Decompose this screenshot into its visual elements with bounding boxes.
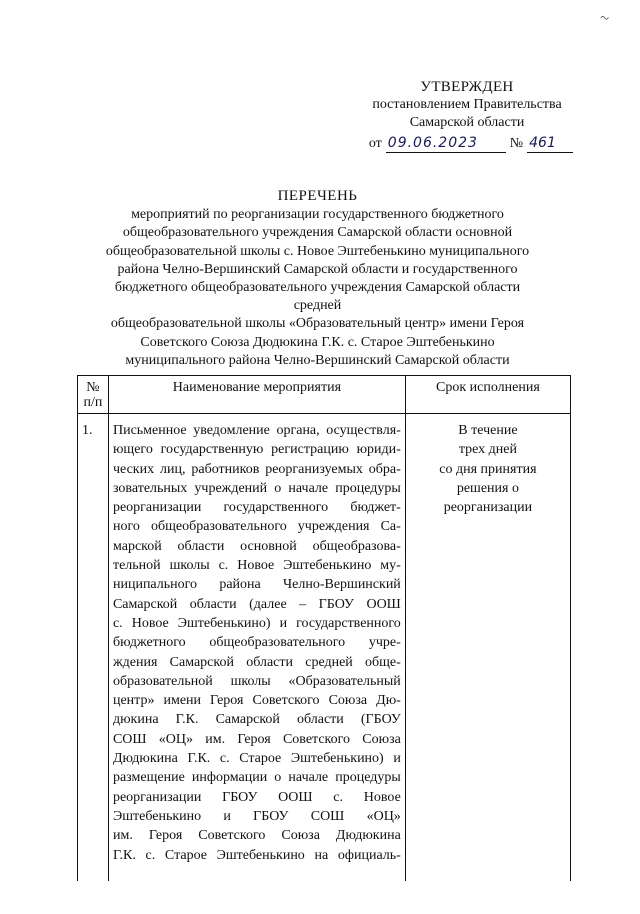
heading-line: муниципального района Челно-Вершинский Самарской области [125,352,510,368]
text-line: реорганизации ГБОУ ООШ с. Новое [112,789,401,805]
term-line: трех дней [458,442,517,458]
text-line: ного общеобразовательного учреждения Са- [112,519,401,535]
approval-line-2: Самарской области [409,115,525,130]
heading-line: общеобразовательной школы «Образовательный центр» имени Героя [110,316,525,332]
header-name: Наименование мероприятия [108,376,405,414]
document-heading [90,187,545,370]
number-label: № [509,136,524,151]
table-row [78,414,571,882]
approval-date-line [352,134,582,153]
text-line: Дюдюкина Г.К. с. Старое Эштебенькино) и [112,751,401,767]
text-line: ниципального района Челно-Вершинский [112,577,401,593]
table-header-row [78,376,571,414]
term-line: В течение [458,423,518,438]
approval-line-1: постановлением Правительства [372,97,562,112]
text-line: дюкина Г.К. Самарской области (ГБОУ [112,712,401,728]
header-number-pp: п/п [83,395,103,410]
term-line: со дня принятия [439,461,537,477]
header-number [78,376,109,414]
text-line: СОШ «ОЦ» им. Героя Советского Союза [112,731,401,747]
heading-title: ПЕРЕЧЕНЬ [277,188,358,204]
heading-line: Советского Союза Дюдюкина Г.К. с. Старое Эштебенькино [140,334,495,350]
text-line: бюджетного общеобразовательного учре- [112,635,401,651]
approval-stamp [352,78,582,153]
text-line: тельной школы с. Новое Эштебенькино му- [112,558,401,574]
heading-line: района Челно-Вершинский Самарской области и государственного [117,261,518,277]
term-line: реорганизации [443,500,533,516]
date-prefix: от [368,136,382,151]
row-measure-text [108,414,405,882]
heading-line: мероприятий по реорганизации государственного бюджетного [131,207,504,223]
text-line: образовательной школы «Образовательный [112,673,401,689]
text-line: ческих лиц, работников реорганизуемых обра- [112,461,401,477]
row-term [405,414,570,882]
approval-title: УТВЕРЖДЕН [420,79,514,95]
text-line: ющего государственную регистрацию юриди- [112,442,401,458]
heading-line: общеобразовательной школы с. Новое Эштебенькино муниципального [105,243,530,259]
heading-line: общеобразовательного учреждения Самарской области основной [122,225,513,241]
text-line: им. Героя Советского Союза Дюдюкина [112,828,401,844]
text-line: зовательных учреждений о начале процедуры [112,480,401,496]
heading-line: бюджетного общеобразовательного учреждения Самарской области средней [114,280,521,314]
header-term: Срок исполнения [405,376,570,414]
text-line: размещение информации о начале процедуры [112,770,401,786]
text-line: реорганизации государственного бюджет- [112,500,401,516]
text-line: Эштебенькино и ГБОУ СОШ «ОЦ» [112,808,401,824]
handwritten-date: 09.06.2023 [386,134,506,153]
text-line: Письменное уведомление органа, осуществля- [112,423,401,438]
corner-pen-mark: ~ [598,9,611,28]
row-number: 1. [78,414,109,882]
text-line: с. Новое Эштебенькино) и государственного [112,615,401,631]
text-line: Г.К. с. Старое Эштебенькино на официаль- [112,847,401,863]
text-line: Самарской области (далее – ГБОУ ООШ [112,596,401,612]
term-line: решения о [456,480,519,496]
handwritten-number: 461 [527,134,573,153]
text-line: марской области основной общеобразова- [112,538,401,554]
measures-table [77,375,571,881]
text-line: ждения Самарской области средней обще- [112,654,401,670]
text-line: центр» имени Героя Советского Союза Дю- [112,693,401,709]
header-number-sign: № [86,380,100,395]
